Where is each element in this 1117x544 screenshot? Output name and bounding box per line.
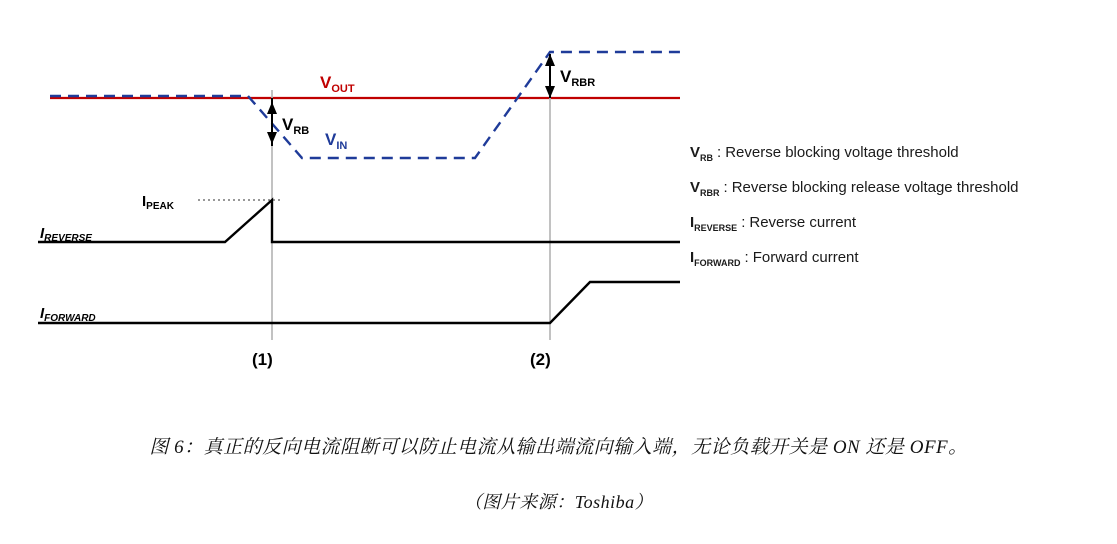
legend-separator: : xyxy=(723,179,728,196)
legend-item xyxy=(690,208,1110,243)
legend-text: Reverse blocking release voltage threshold xyxy=(731,179,1019,196)
legend-text: Reverse current xyxy=(749,214,857,231)
marker-label-1: (1) xyxy=(252,350,273,369)
vrbr-arrow-head-down xyxy=(545,86,555,98)
legend-symbol: $I_{FORWARD}$ xyxy=(690,249,741,268)
legend-separator: : xyxy=(744,249,749,266)
legend-item xyxy=(690,173,1110,208)
vrb-label: $V_{RB}$ xyxy=(282,115,310,137)
waveform-diagram xyxy=(20,10,700,380)
legend xyxy=(690,138,1110,278)
legend-symbol: $V_{RB}$ xyxy=(690,144,714,163)
legend-symbol: $I_{REVERSE}$ xyxy=(690,214,738,233)
legend-item xyxy=(690,243,1110,278)
vout-label: $V_{OUT}$ xyxy=(320,73,355,95)
marker-label-2: (2) xyxy=(530,350,551,369)
vrb-arrow-head-up xyxy=(267,102,277,114)
vin-label: $V_{IN}$ xyxy=(325,130,348,152)
figure-caption-source: （图片来源：Toshiba） xyxy=(463,492,654,512)
vin-trace xyxy=(50,52,680,158)
legend-text: Reverse blocking voltage threshold xyxy=(725,144,959,161)
legend-separator: : xyxy=(717,144,722,161)
legend-item xyxy=(690,138,1110,173)
legend-symbol: $V_{RBR}$ xyxy=(690,179,720,198)
figure-caption: 图 6：真正的反向电流阻断可以防止电流从输出端流向输入端，无论负载开关是 ON 还是 OFF。 xyxy=(149,437,968,458)
ireverse-label: $I_{REVERSE}$ xyxy=(40,225,92,244)
legend-separator: : xyxy=(741,214,746,231)
iforward-label: $I_{FORWARD}$ xyxy=(40,305,96,324)
ipeak-label: $I_{PEAK}$ xyxy=(142,193,174,212)
legend-text: Forward current xyxy=(752,249,859,266)
vrb-arrow-head-down xyxy=(267,132,277,144)
iforward-trace xyxy=(38,282,680,323)
ireverse-trace xyxy=(38,200,680,242)
vrbr-label: $V_{RBR}$ xyxy=(560,67,596,89)
